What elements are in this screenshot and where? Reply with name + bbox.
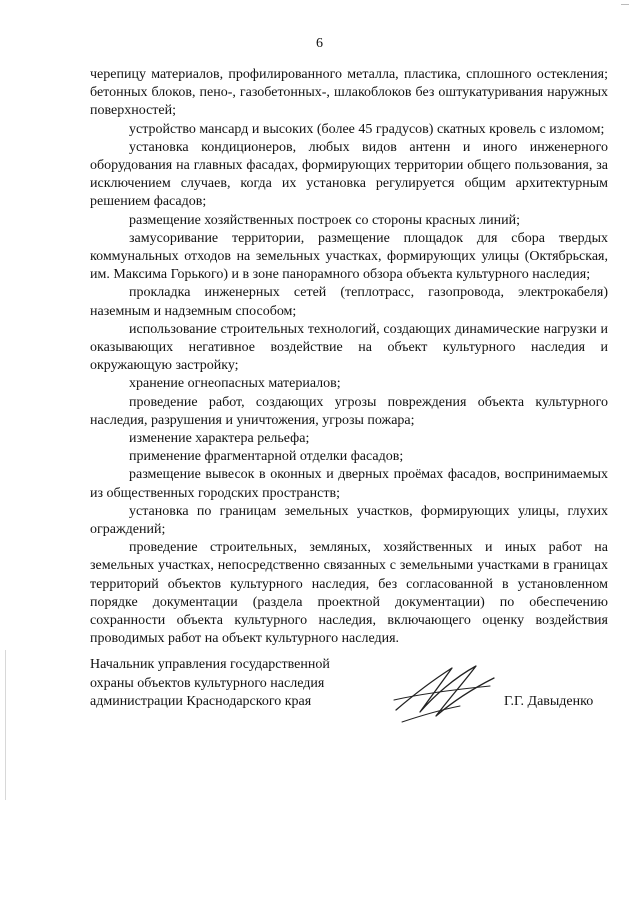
signatory-name: Г.Г. Давыденко <box>504 694 594 709</box>
paragraph-hazardous-works: проведение работ, создающих угрозы повреждения объекта культурного наследия, разрушения и уничтожения, угрозы пожара; <box>90 394 608 428</box>
signatory-title <box>90 656 330 712</box>
paragraph-air-conditioners: установка кондиционеров, любых видов антенн и иного инженерного оборудования на главных фасадах, формирующих территории общего пользования, за исключением случаев, когда их установка регулируется общим архитектурным решением фасадов; <box>90 139 608 210</box>
paragraph-outbuildings: размещение хозяйственных построек со стороны красных линий; <box>129 212 520 228</box>
handwritten-signature <box>390 660 500 728</box>
signatory-title-line: охраны объектов культурного наследия <box>90 675 325 691</box>
paragraph-relief-change: изменение характера рельефа; <box>129 431 310 447</box>
paragraph-signboards: размещение вывесок в оконных и дверных проёмах фасадов, воспринимаемых из общественных городских пространств; <box>90 467 608 501</box>
scan-margin-line <box>5 650 6 800</box>
paragraph-fragmentary-finish: применение фрагментарной отделки фасадов; <box>129 449 404 465</box>
paragraph-littering: замусоривание территории, размещение площадок для сбора твердых коммунальных отходов на земельных участках, формирующих улицы (Октябрьская, им. Максима Горького) и в зоне панорамного обзора объекта культурного наследия; <box>90 230 608 283</box>
paragraph-mansard-roofs: устройство мансард и высоких (более 45 градусов) скатных кровель с изломом; <box>129 121 605 137</box>
paragraph-blind-fences: установка по границам земельных участков, формирующих улицы, глухих ограждений; <box>90 503 608 538</box>
paragraph-flammable-storage: хранение огнеопасных материалов; <box>129 376 341 392</box>
paragraph-construction-works: проведение строительных, земляных, хозяйственных и иных работ на земельных участках, непосредственно связанных с земельными участками в границах территорий объектов культурного наследия, без согласованной в установленном порядке документации (раздела проектной документации) по обеспечению сохранности объекта культурного наследия, включающего оценку воздействия проводимых работ на объект культурного наследия. <box>90 540 608 647</box>
signatory-title-line: Начальник управления государственной <box>90 657 330 672</box>
paragraph-construction-tech: использование строительных технологий, создающих динамические нагрузки и оказывающих негативное воздействие на объект культурного наследия и окружающую застройку; <box>90 321 608 374</box>
scan-corner-mark <box>621 0 629 5</box>
paragraph-utility-networks: прокладка инженерных сетей (теплотрасс, газопровода, электрокабеля) наземным и надземным способом; <box>90 285 608 319</box>
signatory-title-line: администрации Краснодарского края <box>90 694 312 710</box>
paragraph-continuation: черепицу материалов, профилированного металла, пластика, сплошного остекления; бетонных блоков, пено-, газобетонных-, шлакоблоков без оштукатуривания наружных поверхностей; <box>90 67 608 119</box>
page-number: 6 <box>316 36 323 51</box>
document-body <box>90 66 608 649</box>
